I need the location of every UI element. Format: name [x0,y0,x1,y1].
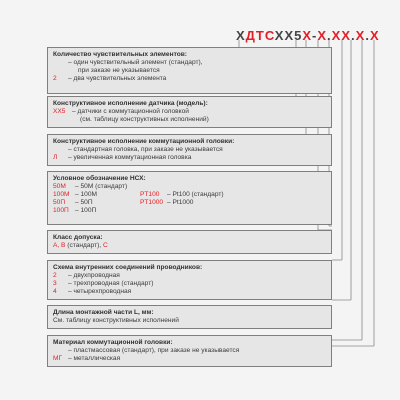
material-line2: МГ – металлическая [53,355,121,362]
elements-line1: – один чувствительный элемент (стандарт), [68,59,203,66]
head-box [47,134,332,166]
model-box [47,96,332,128]
wiring-item: 3 – трехпроводная (стандарт) [53,280,154,287]
model-title: Конструктивное исполнение датчика (модель): [53,100,208,107]
material-box [47,335,332,367]
head-line1: – стандартная головка, при заказе не указывается [68,146,223,153]
tolerance-title: Класс допуска: [53,234,103,241]
model-line: ХХ5 – датчики с коммутационной головкой [53,108,189,115]
wiring-title: Схема внутренних соединений проводников: [53,264,203,271]
nsh-line3: 50П – 50П PT1000 – Pt1000 [53,199,194,206]
nsh-line4: 100П – 100П [53,207,97,214]
elements-title: Количество чувствительных элементов: [53,51,188,58]
wiring-item: 4 – четырехпроводная [53,288,132,295]
model-code-part: . [327,28,332,43]
material-title: Материал коммутационной головки: [53,339,173,346]
model-cont: (см. таблицу конструктивных исполнений) [80,116,209,123]
model-code-part: - [312,28,318,43]
model-code-part: ХХ [331,28,352,43]
model-code-part: ХХ5 [274,28,303,43]
nsh-line1: 50М – 50М (стандарт) [53,183,128,190]
elements-box [47,47,332,94]
tolerance-values: А, В (стандарт), С [53,242,108,249]
material-line1: – пластмассовая (стандарт), при заказе не указывается [68,347,240,354]
model-code-part: Х [369,28,380,43]
length-text: См. таблицу конструктивных исполнений [53,317,179,324]
model-code-part: . [365,28,370,43]
head-title: Конструктивное исполнение коммутационной головки: [53,138,235,145]
length-title: Длина монтажной части L, мм: [53,309,154,316]
length-box [47,305,332,329]
wiring-box [47,260,332,300]
model-code-part: Х [302,28,313,43]
nsh-line2: 100М – 100М PT100 – Pt100 (стандарт) [53,191,224,198]
nsh-box [47,171,332,225]
head-line2: Л – увеличенная коммутационная головка [53,154,192,161]
model-code-part: . [351,28,356,43]
model-code-part: Х [236,28,246,43]
tolerance-box [47,230,332,254]
elements-line2: 2 – два чувствительных элемента [53,75,167,82]
wiring-item: 2 – двухпроводная [53,272,120,279]
model-code-part: Х [355,28,366,43]
nsh-title: Условное обозначение НСХ: [53,175,146,182]
model-code-part: ДТС [245,28,275,43]
model-code-part: Х [317,28,328,43]
elements-line1-cont: при заказе не указывается [78,67,160,74]
